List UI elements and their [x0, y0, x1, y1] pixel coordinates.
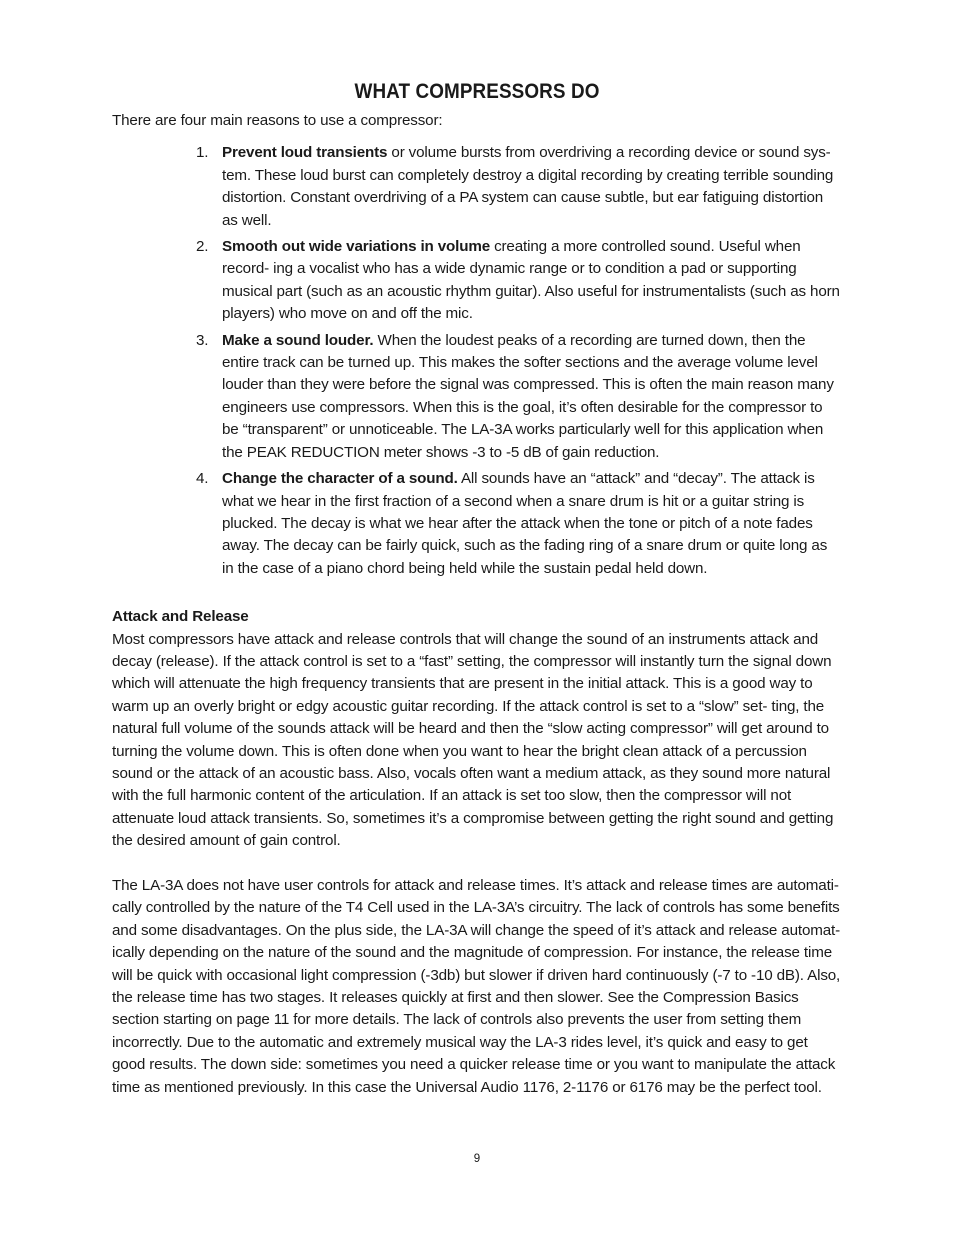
intro-text: There are four main reasons to use a compressor:: [112, 112, 443, 129]
list-item: [196, 236, 842, 326]
list-item-number: 4.: [196, 470, 209, 488]
list-item: [196, 330, 842, 464]
list-item-number: 3.: [196, 331, 209, 349]
list-item-text: When the loudest peaks of a recording are turned down, then the entire track can be turned up. This makes the softer sections and the average volume level louder than they were before the signal was compressed. This is often the main reason many engineers use compressors. When this is the goal, it’s often desirable for the compressor to be “transparent” or unnoticeable. The LA-3A works particularly well for this application when the PEAK REDUCTION meter shows -3 to -5 dB of gain reduction.: [222, 331, 834, 461]
page-number: 9: [473, 1153, 481, 1165]
list-item-lead: Prevent loud transients: [222, 144, 388, 162]
section-heading-attack-release: Attack and Release: [112, 608, 249, 626]
list-item-lead: Make a sound louder.: [222, 331, 374, 349]
list-item-text: All sounds have an “attack” and “decay”. The attack is what we hear in the first fraction of a second when a snare drum is hit or a guitar string is plucked. The decay is what we hear after the attack when the tone or pitch of a note fades away. The decay can be fairly quick, such as the fading ring of a snare drum or quite long as in the case of a piano chord being held while the sustain pedal held down.: [222, 470, 828, 577]
page-title: WHAT COMPRESSORS DO: [354, 80, 600, 103]
list-item-lead: Change the character of a sound.: [222, 470, 458, 488]
list-item: [196, 468, 842, 580]
list-item-lead: Smooth out wide variations in volume: [222, 238, 491, 256]
list-item-text: or volume bursts from overdriving a recording device or sound sys- tem. These loud burst can completely destroy a digital recording by creating terrible sounding distortion. Constant overdriving of a PA system can cause subtle, but ear fatiguing distortion as well.: [222, 144, 834, 229]
list-item: [196, 142, 842, 232]
list-item-text: creating a more controlled sound. Useful when record- ing a vocalist who has a wide dynamic range or to condition a pad or supporting musical part (such as an acoustic rhythm guitar). Also useful for instrumentalists (such as horn players) who move on and off the mic.: [222, 238, 840, 323]
document-page: [112, 78, 842, 1099]
body-paragraph: The LA-3A does not have user controls for attack and release times. It’s attack and release times are automati- cally controlled by the nature of the T4 Cell used in the LA-3A’s circuitry. The lack of controls has some benefits and some disadvantages. On the plus side, the LA-3A will change the speed of it’s attack and release automat- ically depending on the nature of the sound and the magnitude of compression. For instance, the release time will be quick with occasional light compression (-3db) but slower if driven hard continuously (-7 to -10 dB). Also, the release time has two stages. It releases quickly at first and then slower. See the Compression Basics section starting on page 11 for more details. The lack of controls also prevents the user from setting them incorrectly. Due to the automatic and extremely musical way the LA-3 rides level, it’s quick and easy to get good results. The down side: sometimes you need a quicker release time or you want to manipulate the attack time as mentioned previously. In this case the Universal Audio 1176, 2-1176 or 6176 may be the perfect tool.: [112, 876, 841, 1096]
reasons-list: [112, 142, 842, 580]
body-paragraph: Most compressors have attack and release controls that will change the sound of an instruments attack and decay (release). If the attack control is set to a “fast” setting, the compressor will instantly turn the signal down which will attenuate the high frequency transients that are present in the initial attack. This is a good way to warm up an overly bright or edgy acoustic guitar recording. If the attack control is set to a “slow” set- ting, the natural full volume of the sounds attack will be heard and then the “slow acting compressor” will get around to turning the volume down. This is often done when you want to hear the bright clean attack of a percussion sound or the attack of an acoustic bass. Also, vocals often want a medium attack, as they sound more natural with the full harmonic content of the articulation. If an attack is set too slow, then the compressor will not attenuate loud attack transients. So, sometimes it’s a compromise between getting the right sound and getting the desired amount of gain control.: [112, 630, 834, 850]
list-item-number: 1.: [196, 144, 209, 162]
list-item-number: 2.: [196, 238, 209, 256]
